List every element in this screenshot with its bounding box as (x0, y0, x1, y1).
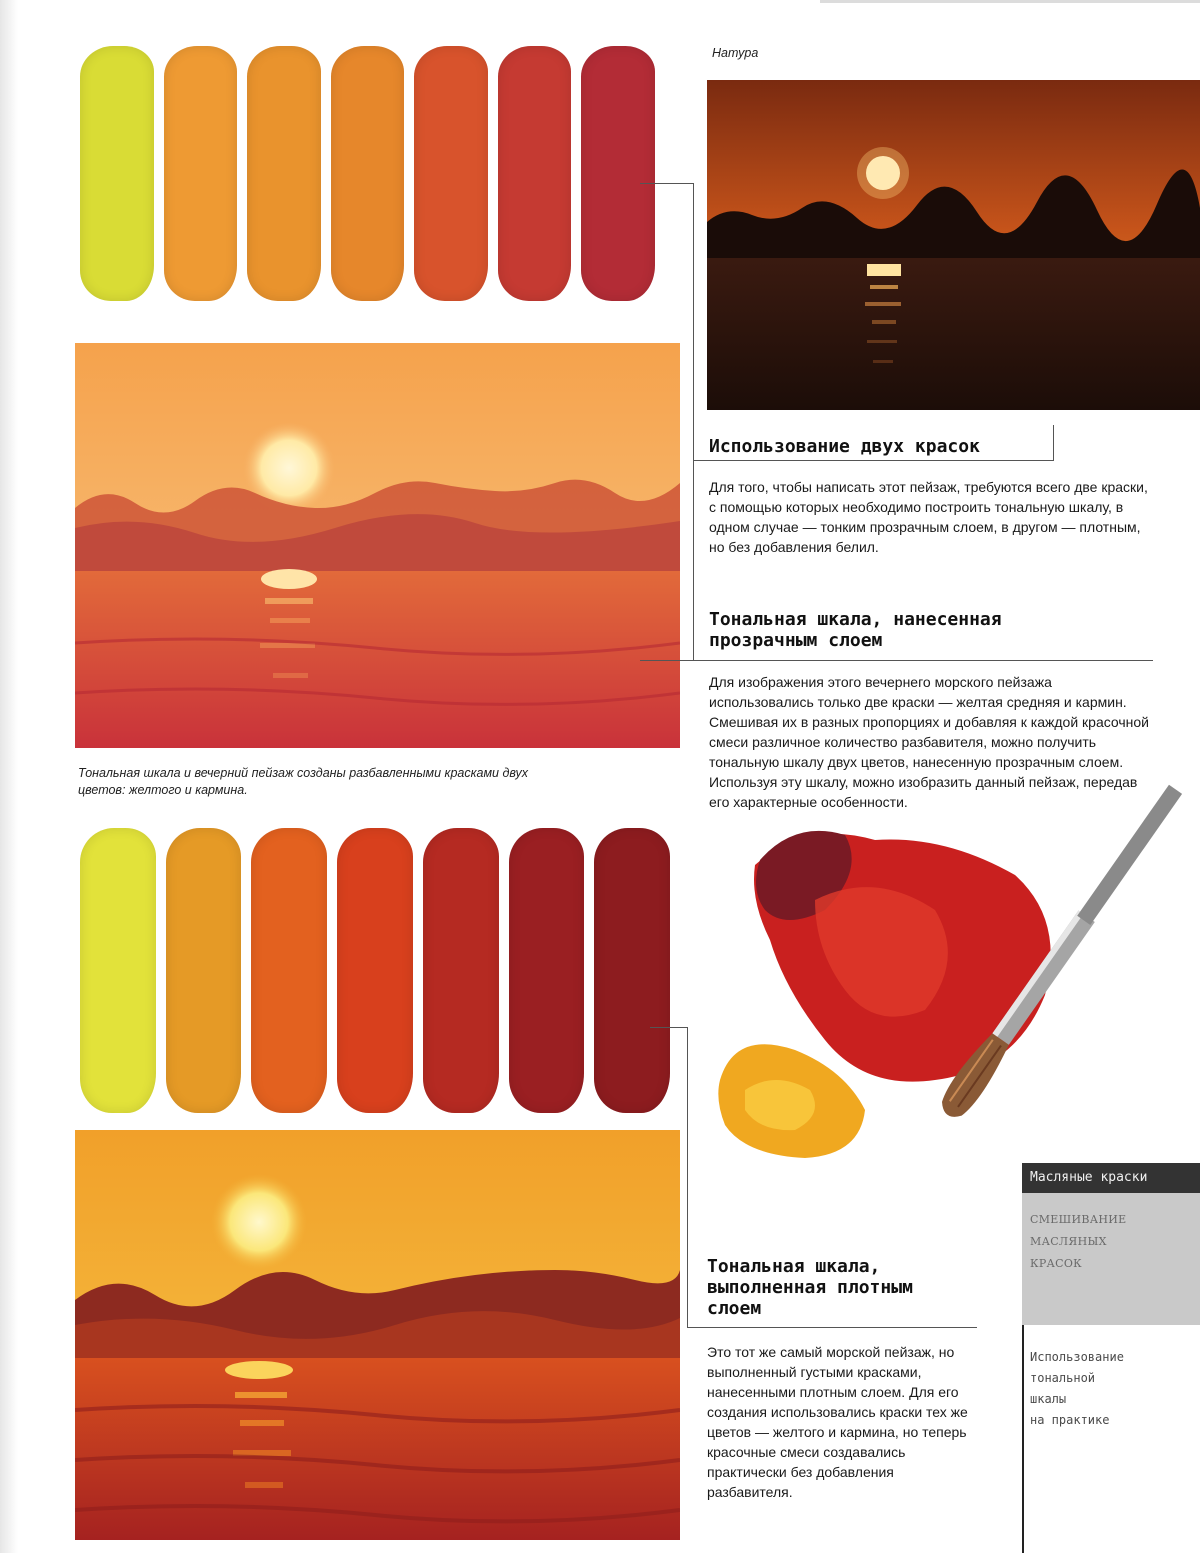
body-two-paints: Для того, чтобы написать этот пейзаж, требуются всего две краски, с помощью которых необходимо построить тональную шкалу, в одном случае — тонким прозрачным слоем, в другом — плотным, но без добавления белил. (709, 479, 1148, 555)
connector-line (650, 1027, 688, 1028)
top-rule (820, 0, 1200, 3)
connector-line (640, 183, 693, 184)
tonal-scale-transparent (80, 46, 655, 301)
sidebar-chapter (1022, 1193, 1200, 1325)
heading-impasto-scale (707, 1256, 913, 1319)
body-impasto-scale: Это тот же самый морской пейзаж, но выполненный густыми красками, нанесенными плотным слоем. Для его создания использовались краски тех же цветов — желтого и кармина, но теперь красочные смеси создавались практически без добавления разбавителя. (707, 1344, 968, 1500)
swatch-2 (166, 828, 242, 1113)
heading-two-paints: Использование двух красок (709, 436, 980, 457)
sidebar-chapter-line: СМЕШИВАНИЕ (1030, 1213, 1127, 1226)
swatch-6 (498, 46, 572, 301)
sidebar-border (1022, 1325, 1024, 1553)
page-gutter-shadow (0, 0, 18, 1553)
chapter-sidebar (1022, 1163, 1200, 1553)
connector-line (687, 1327, 977, 1328)
swatch-5 (423, 828, 499, 1113)
heading-line: слоем (707, 1298, 762, 1319)
swatch-3 (251, 828, 327, 1113)
swatch-3 (247, 46, 321, 301)
swatch-5 (414, 46, 488, 301)
reference-photo (707, 80, 1200, 410)
swatch-4 (337, 828, 413, 1113)
sidebar-chapter-line: МАСЛЯНЫХ (1030, 1235, 1107, 1248)
sidebar-chapter-line: КРАСОК (1030, 1257, 1082, 1270)
connector-line (1053, 425, 1054, 461)
swatch-1 (80, 828, 156, 1113)
sidebar-topic-line: на практике (1030, 1413, 1110, 1427)
sidebar-title: Масляные краски (1022, 1163, 1200, 1193)
caption-transparent-scale: Тональная шкала и вечерний пейзаж созданы разбавленными красками двух цветов: желтого и кармина. (78, 766, 528, 797)
swatch-2 (164, 46, 238, 301)
connector-line (687, 1027, 688, 1327)
painting-transparent-sunset (75, 343, 680, 748)
heading-line: прозрачным слоем (709, 630, 883, 651)
heading-line: Тональная шкала, нанесенная (709, 609, 1002, 630)
heading-line: Тональная шкала, (707, 1256, 881, 1277)
tonal-scale-impasto (80, 828, 670, 1113)
photo-label: Натура (712, 46, 759, 60)
connector-line (640, 660, 1153, 661)
connector-line (693, 183, 694, 660)
sidebar-topic-line: шкалы (1030, 1392, 1067, 1406)
body-transparent-scale: Для изображения этого вечернего морского пейзажа использовались только две краски — желтая средняя и кармин. Смешивая их в разных пропорциях и добавляя к каждой красочной смеси различное количество разбавителя, можно получить тональную шкалу двух цветов, нанесенную прозрачным слоем. Используя эту шкалу, можно изобразить данный пейзаж, передав его характерные особенности. (709, 674, 1149, 810)
swatch-4 (331, 46, 405, 301)
swatch-6 (509, 828, 585, 1113)
painting-impasto-sunset (75, 1130, 680, 1540)
swatch-7 (581, 46, 655, 301)
sidebar-topic (1022, 1325, 1200, 1431)
heading-line: выполненная плотным (707, 1277, 913, 1298)
sidebar-topic-line: Использование (1030, 1350, 1124, 1364)
brush-and-paint-illustration (715, 780, 1200, 1160)
swatch-1 (80, 46, 154, 301)
heading-transparent-scale (709, 609, 1002, 651)
swatch-7 (594, 828, 670, 1113)
connector-line (693, 460, 1053, 461)
sidebar-topic-line: тональной (1030, 1371, 1096, 1385)
